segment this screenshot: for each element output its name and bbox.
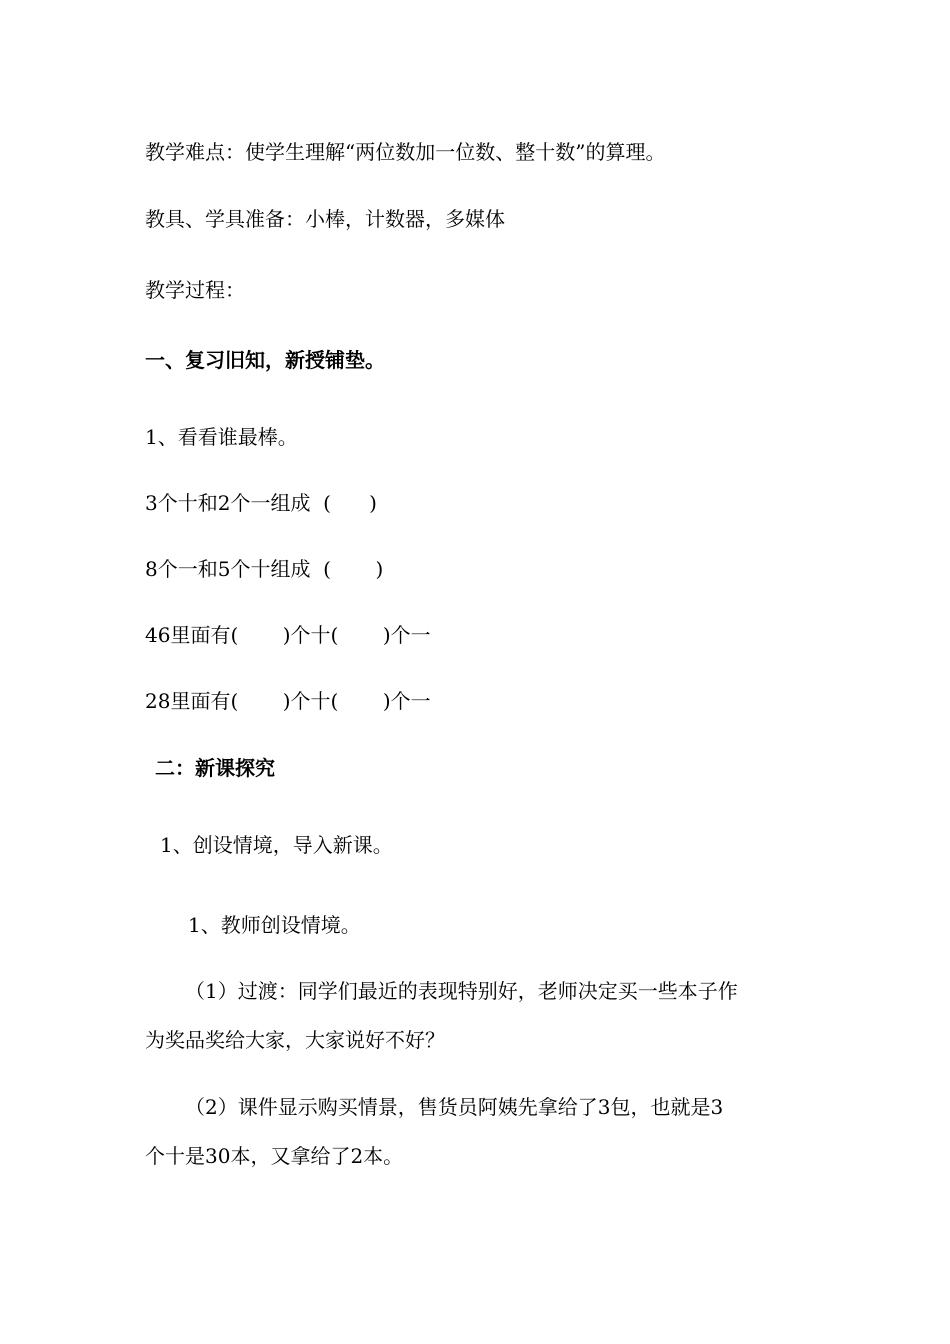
purchase-paragraph-line-1: （2）课件显示购买情景，售货员阿姨先拿给了3包，也就是3 <box>185 1095 724 1119</box>
transition-paragraph-line-2: 为奖品奖给大家，大家说好不好？ <box>145 1028 445 1052</box>
section-two-heading: 二：新课探究 <box>155 756 275 780</box>
exercise-line-4: 28里面有( )个十( )个一 <box>145 689 431 713</box>
transition-paragraph-line-1: （1）过渡：同学们最近的表现特别好，老师决定买一些本子作 <box>185 979 738 1003</box>
teacher-scenario-line: 1、教师创设情境。 <box>188 913 361 937</box>
teaching-process-label: 教学过程： <box>145 278 245 302</box>
exercise-intro-line: 1、看看谁最棒。 <box>145 425 298 449</box>
teaching-difficulty-line: 教学难点：使学生理解“两位数加一位数、整十数”的算理。 <box>145 140 666 164</box>
teaching-materials-line: 教具、学具准备：小棒，计数器，多媒体 <box>145 207 505 231</box>
purchase-paragraph-line-2: 个十是30本，又拿给了2本。 <box>145 1144 404 1168</box>
exercise-line-2: 8个一和5个十组成 ( ) <box>145 557 384 581</box>
subsection-intro-line: 1、创设情境，导入新课。 <box>160 833 393 857</box>
exercise-line-1: 3个十和2个一组成 ( ) <box>145 491 377 515</box>
section-one-heading: 一、复习旧知，新授铺垫。 <box>145 348 385 372</box>
exercise-line-3: 46里面有( )个十( )个一 <box>145 623 431 647</box>
